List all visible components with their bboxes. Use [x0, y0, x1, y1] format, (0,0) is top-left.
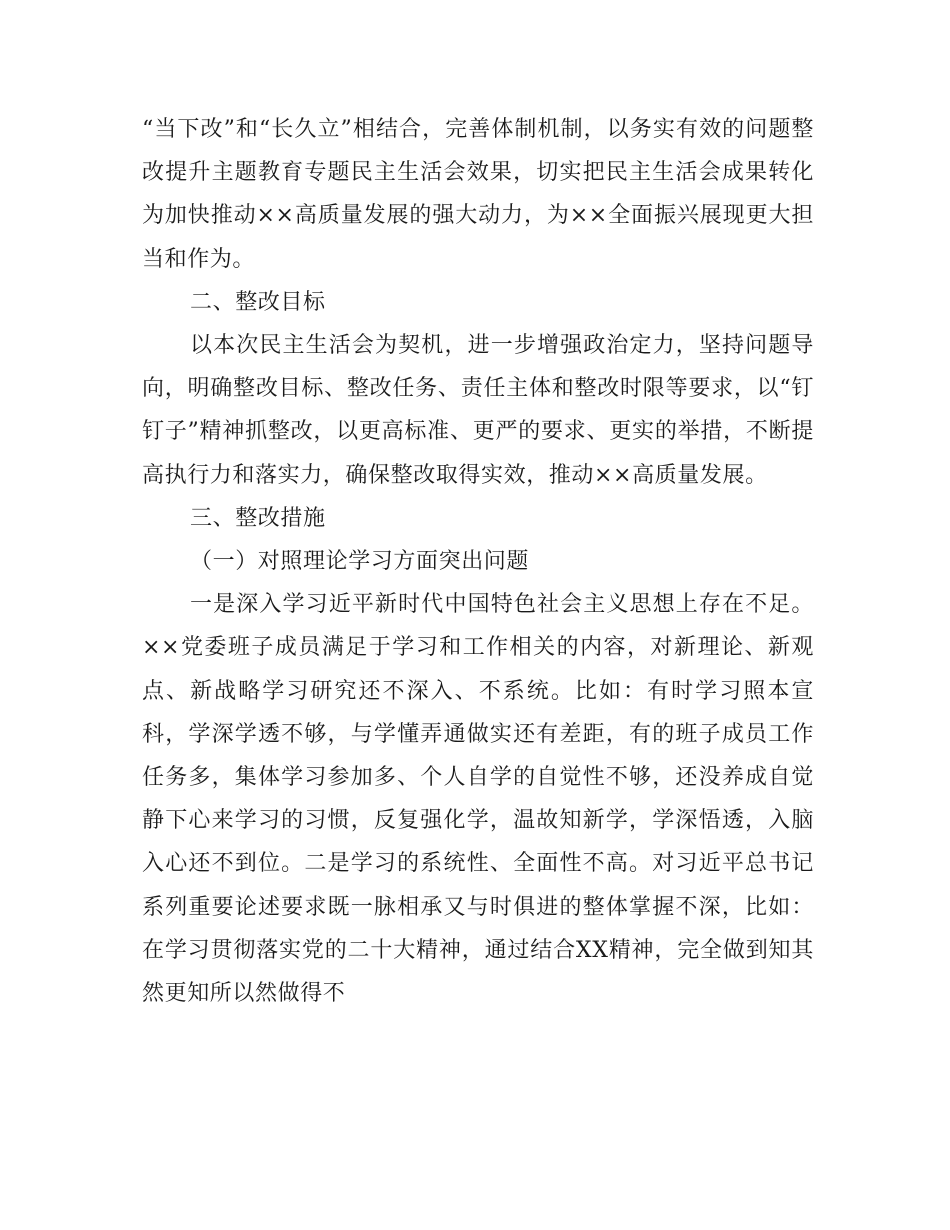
document-page: [142, 108, 814, 1015]
paragraph-theory-study-problems: 一是深入学习近平新时代中国特色社会主义思想上存在不足。××党委班子成员满足于学习和工作相关的内容，对新理论、新观点、新战略学习研究还不深入、不系统。比如：有时学习照本宣科，学深学透不够，与学懂弄通做实还有差距，有的班子成员工作任务多，集体学习参加多、个人自学的自觉性不够，还没养成自觉静下心来学习的习惯，反复强化学，温故知新学，学深悟透，入脑入心还不到位。二是学习的系统性、全面性不高。对习近平总书记系列重要论述要求既一脉相承又与时俱进的整体掌握不深，比如：在学习贯彻落实党的二十大精神，通过结合XX精神，完全做到知其然更知所以然做得不: [142, 592, 814, 1007]
paragraph-intro-continuation: “当下改”和“长久立”相结合，完善体制机制，以务实有效的问题整改提升主题教育专题民主生活会效果，切实把民主生活会成果转化为加快推动××高质量发展的强大动力，为××全面振兴展现更大担当和作为。: [142, 117, 814, 272]
paragraph-rectification-goals: 以本次民主生活会为契机，进一步增强政治定力，坚持问题导向，明确整改目标、整改任务、责任主体和整改时限等要求，以“钉钉子”精神抓整改，以更高标准、更严的要求、更实的举措，不断提高执行力和落实力，确保整改取得实效，推动××高质量发展。: [142, 333, 814, 488]
subsection-heading-theory-study: （一）对照理论学习方面突出问题: [190, 549, 530, 575]
section-heading-rectification-goals: 二、整改目标: [190, 289, 326, 315]
section-heading-rectification-measures: 三、整改措施: [190, 505, 326, 531]
